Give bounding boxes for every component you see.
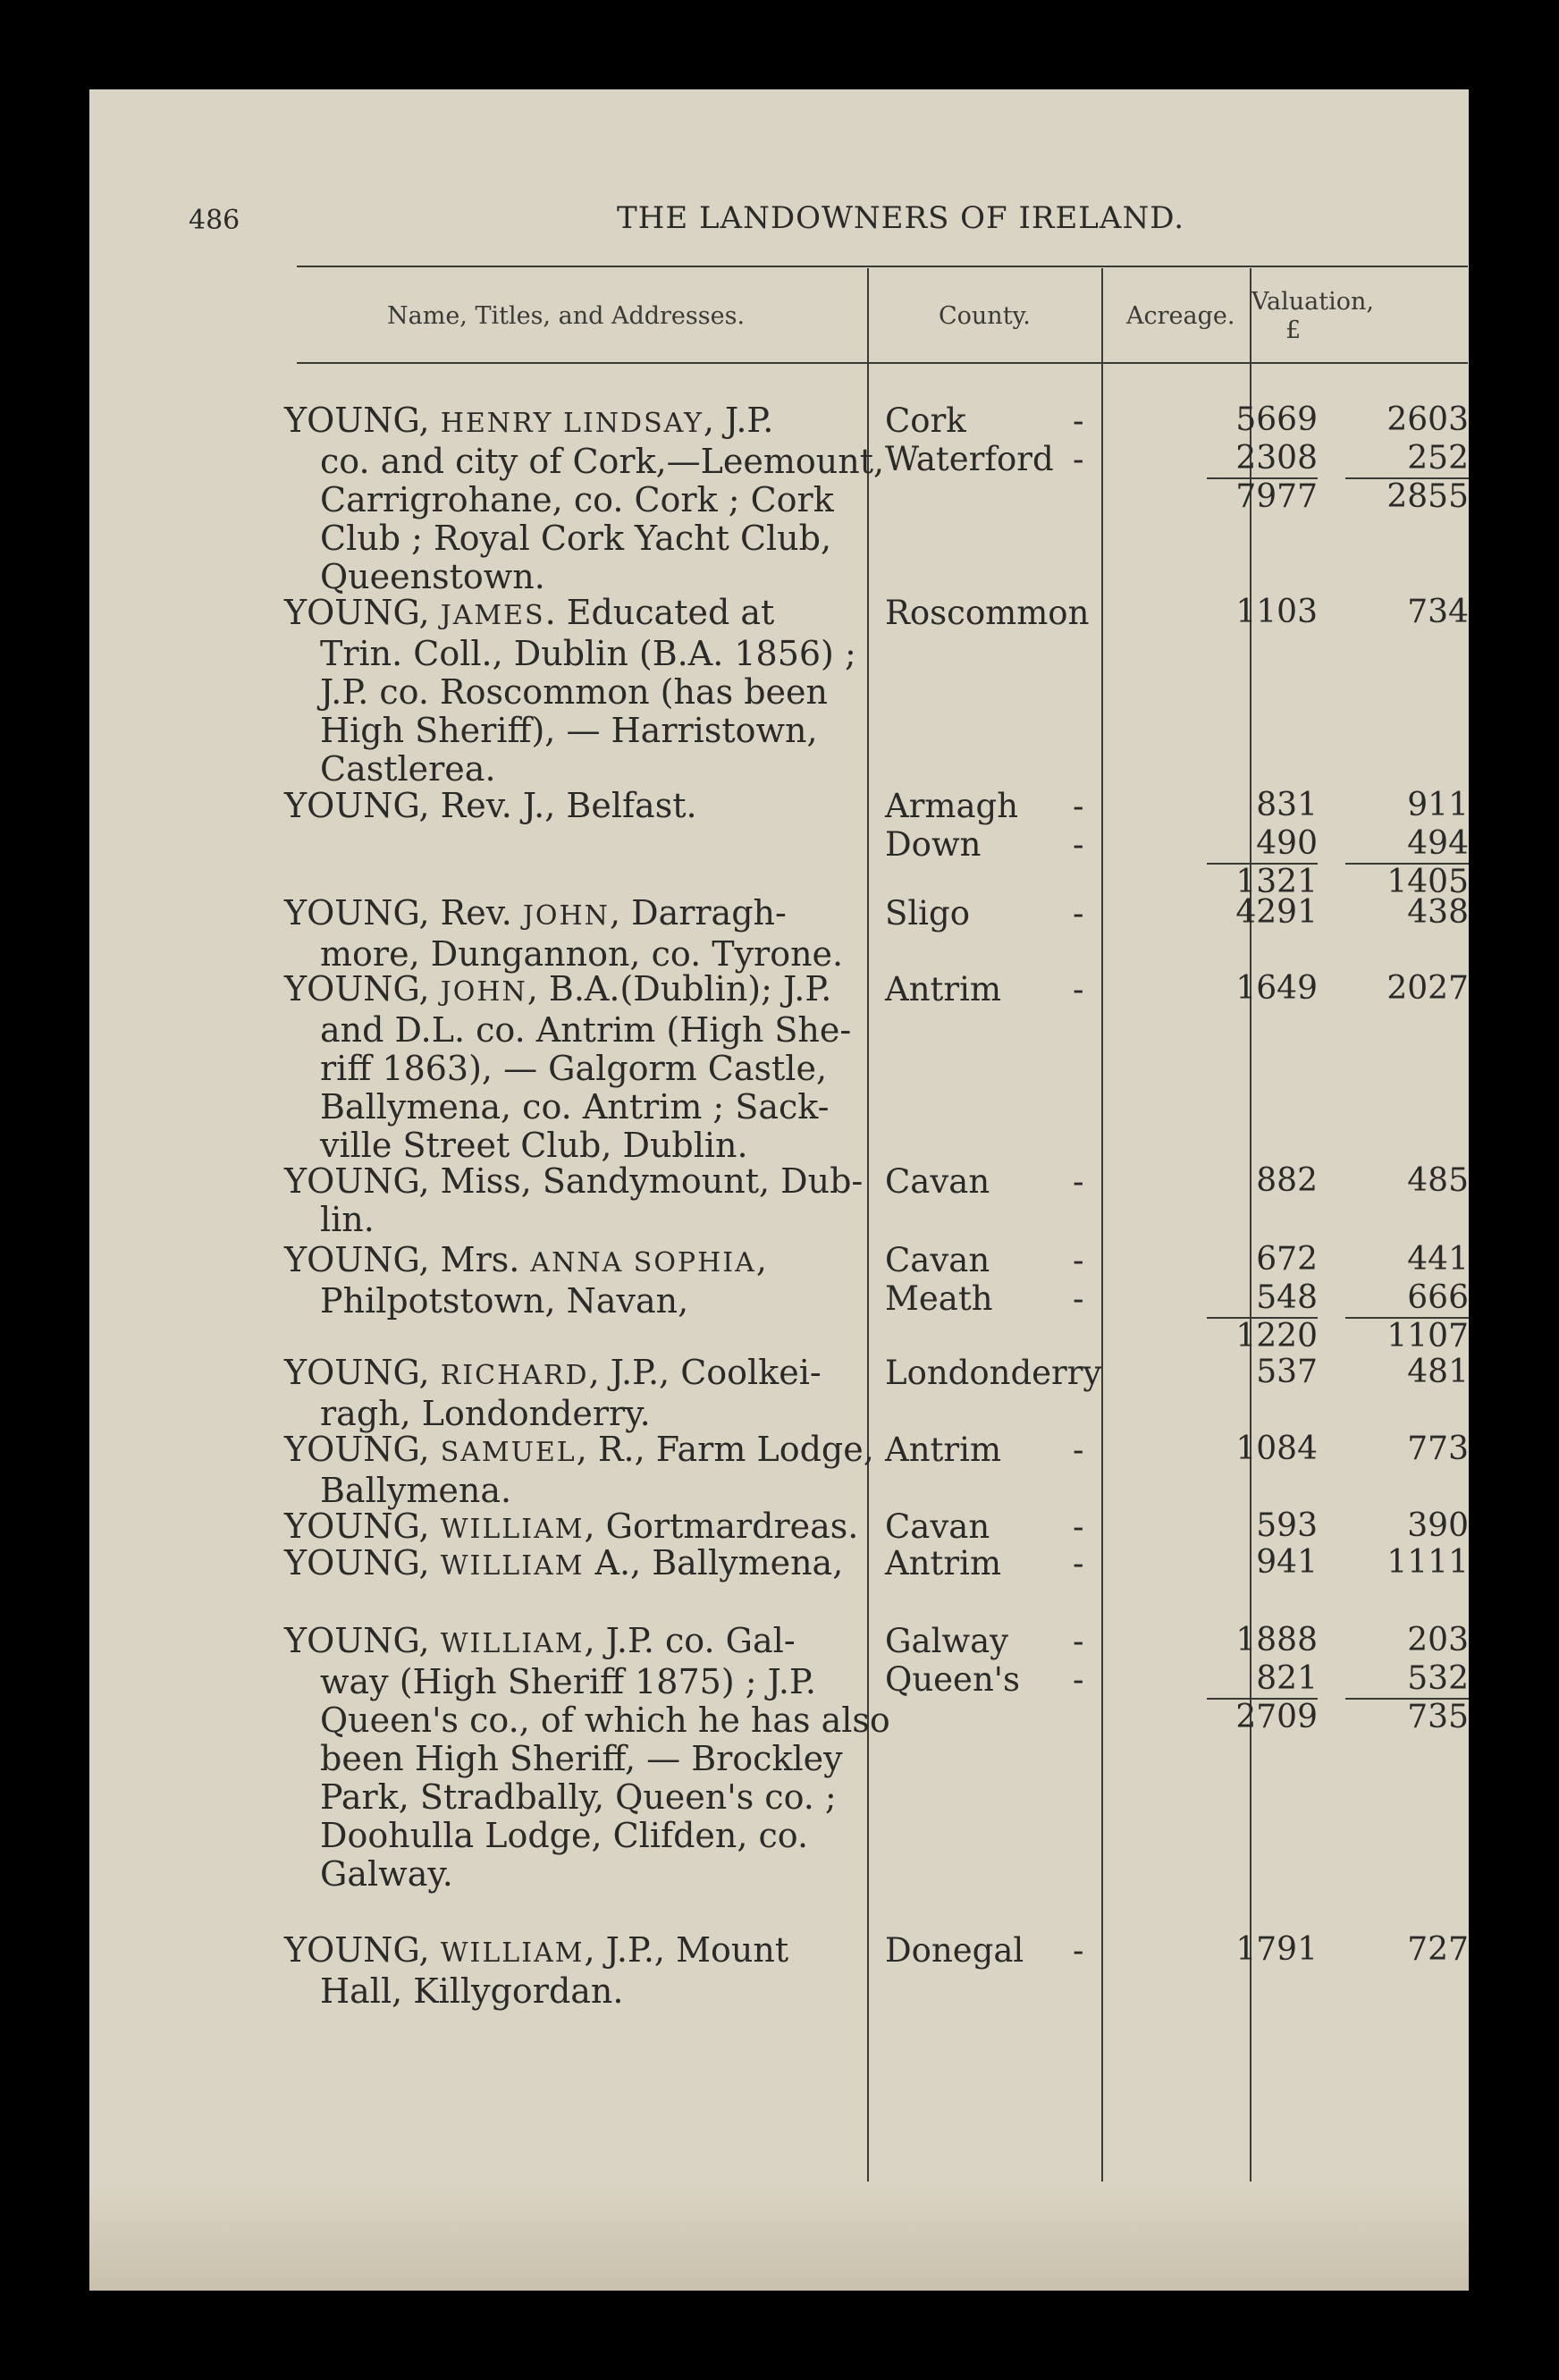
- entry-line: [284, 894, 843, 935]
- name-text: way (High Sheriff 1875) ; J.P.: [320, 1662, 816, 1701]
- name-text: , J.P., Coolkei-: [588, 1353, 822, 1392]
- acreage-cell: 831: [1256, 787, 1318, 823]
- entry-line: [284, 558, 884, 596]
- landowner-entry: [284, 1241, 767, 1321]
- name-small-caps: JAMES: [440, 600, 545, 631]
- name-text: J.P. co. Roscommon (has been: [320, 672, 828, 712]
- valuation-cell: 438: [1407, 894, 1469, 931]
- name-text: , J.P., Mount: [584, 1930, 789, 1970]
- page-bottom-margin: [89, 2182, 1469, 2291]
- valuation-cell: 2027: [1386, 970, 1469, 1007]
- county-cell: Armagh: [885, 787, 1019, 825]
- entry-line: [284, 519, 884, 558]
- valuation-cell: 773: [1407, 1431, 1469, 1467]
- name-small-caps: SAMUEL: [440, 1437, 577, 1468]
- acreage-cell: 1084: [1235, 1431, 1318, 1467]
- entry-line: [284, 1855, 890, 1894]
- county-dash: -: [1073, 1544, 1084, 1582]
- valuation-cell: 485: [1407, 1162, 1469, 1199]
- name-text: High Sheriff), — Harristown,: [320, 711, 818, 750]
- name-small-caps: JOHN: [440, 976, 527, 1008]
- acreage-cell: 1791: [1235, 1931, 1318, 1968]
- divider-acreage-valuation: [1250, 268, 1251, 2190]
- entry-line: [284, 970, 851, 1011]
- county-cell: Antrim: [885, 970, 1002, 1009]
- name-small-caps: WILLIAM: [440, 1514, 585, 1545]
- acreage-cell: 537: [1256, 1354, 1318, 1390]
- name-text: YOUNG, Rev. J., Belfast.: [284, 786, 697, 825]
- name-small-caps: WILLIAM: [440, 1550, 585, 1582]
- county-cell: Londonderry: [885, 1354, 1102, 1392]
- entry-line: [284, 1162, 863, 1201]
- entry-line: [284, 1778, 890, 1817]
- county-dash: -: [1073, 1622, 1084, 1660]
- page-number: 486: [189, 205, 240, 236]
- entry-line: [284, 1544, 843, 1585]
- county-dash: -: [1073, 825, 1084, 864]
- name-text: co. and city of Cork,—Leemount,: [320, 442, 885, 481]
- entry-line: [284, 594, 856, 635]
- name-small-caps: WILLIAM: [440, 1937, 585, 1969]
- landowner-entry: [284, 1931, 788, 2011]
- county-cell: Roscommon: [885, 594, 1090, 632]
- entry-line: [284, 1395, 822, 1433]
- name-text: , Darragh-: [609, 893, 787, 933]
- acreage-cell: 5669: [1235, 401, 1318, 438]
- entry-line: [284, 1701, 890, 1740]
- name-text: Trin. Coll., Dublin (B.A. 1856) ;: [320, 634, 856, 673]
- name-text: and D.L. co. Antrim (High She-: [320, 1010, 852, 1050]
- name-text: YOUNG,: [284, 1430, 441, 1469]
- valuation-total: 2855: [1386, 478, 1469, 515]
- county-cell: Down: [885, 825, 982, 864]
- county-dash: -: [1073, 970, 1084, 1009]
- entry-line: [284, 787, 697, 825]
- county-cell: Cavan: [885, 1507, 990, 1546]
- entry-line: [284, 1431, 874, 1472]
- landowner-entry: [284, 401, 884, 596]
- name-text: riff 1863), — Galgorm Castle,: [320, 1049, 828, 1088]
- entry-line: [284, 401, 884, 443]
- valuation-cell: 494: [1407, 825, 1469, 862]
- acreage-cell: 2308: [1235, 440, 1318, 477]
- entry-line: [284, 1817, 890, 1855]
- name-text: YOUNG,: [284, 969, 441, 1009]
- valuation-cell: 727: [1407, 1931, 1469, 1968]
- col-header-acreage: Acreage.: [1126, 302, 1235, 330]
- name-text: Carrigrohane, co. Cork ; Cork: [320, 480, 834, 519]
- header-bottom-rule: [297, 362, 1468, 364]
- acreage-total: 1220: [1235, 1318, 1318, 1355]
- county-cell: Donegal: [885, 1931, 1024, 1970]
- col-header-county: County.: [939, 302, 1031, 330]
- landowner-entry: [284, 1162, 863, 1239]
- acreage-cell: 1649: [1235, 970, 1318, 1007]
- entry-line: [284, 1472, 874, 1510]
- landowner-entry: [284, 1544, 843, 1585]
- entry-line: [284, 935, 843, 974]
- valuation-cell: 441: [1407, 1241, 1469, 1278]
- county-cell: Cavan: [885, 1241, 990, 1279]
- landowner-entry: [284, 1622, 890, 1894]
- name-text: YOUNG, Miss, Sandymount, Dub-: [284, 1161, 864, 1201]
- valuation-cell: 2603: [1386, 401, 1469, 438]
- county-dash: -: [1073, 894, 1084, 933]
- entry-line: [284, 1011, 851, 1050]
- county-cell: Antrim: [885, 1544, 1002, 1582]
- name-text: Philpotstown, Navan,: [320, 1281, 689, 1321]
- name-text: ville Street Club, Dublin.: [320, 1126, 748, 1165]
- name-small-caps: RICHARD: [440, 1360, 589, 1391]
- entry-line: [284, 1201, 863, 1239]
- county-dash: -: [1073, 440, 1084, 478]
- acreage-cell: 1888: [1235, 1622, 1318, 1658]
- valuation-cell: 1111: [1386, 1544, 1469, 1581]
- name-small-caps: WILLIAM: [440, 1628, 585, 1659]
- county-dash: -: [1073, 1431, 1084, 1469]
- acreage-cell: 1103: [1235, 594, 1318, 630]
- name-text: Queen's co., of which he has also: [320, 1701, 890, 1740]
- landowner-entry: [284, 1431, 874, 1510]
- name-text: YOUNG, Rev.: [284, 893, 523, 933]
- acreage-cell: 882: [1256, 1162, 1318, 1199]
- county-cell: Antrim: [885, 1431, 1002, 1469]
- col-header-valuation: Valuation,: [1251, 288, 1374, 316]
- entry-line: [284, 712, 856, 750]
- name-text: YOUNG,: [284, 1621, 441, 1660]
- valuation-cell: 666: [1407, 1279, 1469, 1316]
- acreage-cell: 490: [1256, 825, 1318, 862]
- entry-line: [284, 1931, 788, 1972]
- county-dash: -: [1073, 1241, 1084, 1279]
- valuation-cell: 252: [1407, 440, 1469, 477]
- name-text: , Gortmardreas.: [584, 1506, 859, 1546]
- acreage-total: 1321: [1235, 864, 1318, 900]
- acreage-total: 7977: [1235, 478, 1318, 515]
- name-text: Galway.: [320, 1854, 453, 1894]
- valuation-cell: 911: [1407, 787, 1469, 823]
- entry-line: [284, 443, 884, 481]
- entry-line: [284, 1127, 851, 1165]
- valuation-total: 1405: [1386, 864, 1469, 900]
- landowner-entry: [284, 894, 843, 974]
- county-dash: -: [1073, 787, 1084, 825]
- name-text: YOUNG,: [284, 1506, 441, 1546]
- county-dash: -: [1073, 1279, 1084, 1318]
- name-small-caps: ANNA SOPHIA: [530, 1247, 756, 1279]
- name-text: A., Ballymena,: [584, 1543, 844, 1582]
- name-text: , B.A.(Dublin); J.P.: [527, 969, 832, 1009]
- county-dash: -: [1073, 401, 1084, 440]
- name-text: ragh, Londonderry.: [320, 1394, 651, 1433]
- valuation-total: 735: [1407, 1699, 1469, 1735]
- county-cell: Cavan: [885, 1162, 990, 1201]
- county-dash: -: [1073, 1660, 1084, 1699]
- acreage-cell: 941: [1256, 1544, 1318, 1581]
- acreage-cell: 672: [1256, 1241, 1318, 1278]
- name-text: Ballymena.: [320, 1471, 512, 1510]
- entry-line: [284, 1972, 788, 2011]
- name-text: YOUNG,: [284, 1353, 441, 1392]
- valuation-total: 1107: [1386, 1318, 1469, 1355]
- acreage-cell: 4291: [1235, 894, 1318, 931]
- name-text: more, Dungannon, co. Tyrone.: [320, 934, 844, 974]
- divider-county-acreage: [1101, 268, 1103, 2190]
- name-small-caps: JOHN: [522, 900, 610, 932]
- county-cell: Queen's: [885, 1660, 1020, 1699]
- landowner-entry: [284, 594, 856, 789]
- col-header-name: Name, Titles, and Addresses.: [387, 302, 746, 330]
- entry-line: [284, 1354, 822, 1395]
- county-cell: Meath: [885, 1279, 993, 1318]
- name-text: , R., Farm Lodge,: [576, 1430, 874, 1469]
- landowner-entry: [284, 787, 697, 825]
- name-text: . Educated at: [544, 593, 775, 632]
- name-text: Castlerea.: [320, 749, 496, 789]
- name-small-caps: HENRY LINDSAY: [440, 408, 704, 439]
- name-text: Hall, Killygordan.: [320, 1971, 624, 2011]
- name-text: YOUNG,: [284, 401, 441, 440]
- name-text: YOUNG,: [284, 593, 441, 632]
- name-text: Queenstown.: [320, 557, 545, 596]
- name-text: Park, Stradbally, Queen's co. ;: [320, 1777, 837, 1817]
- entry-line: [284, 1050, 851, 1088]
- name-text: YOUNG,: [284, 1930, 441, 1970]
- entry-line: [284, 750, 856, 789]
- name-text: Club ; Royal Cork Yacht Club,: [320, 519, 832, 558]
- entry-line: [284, 1740, 890, 1778]
- valuation-cell: 734: [1407, 594, 1469, 630]
- running-title: THE LANDOWNERS OF IRELAND.: [617, 200, 1185, 236]
- name-text: YOUNG, Mrs.: [284, 1240, 531, 1279]
- landowner-entry: [284, 1354, 822, 1433]
- name-text: lin.: [320, 1200, 375, 1239]
- name-text: ,: [755, 1240, 767, 1279]
- valuation-cell: 203: [1407, 1622, 1469, 1658]
- acreage-total: 2709: [1235, 1699, 1318, 1735]
- book-page: [89, 89, 1469, 2291]
- county-dash: -: [1073, 1507, 1084, 1546]
- header-top-rule: [297, 266, 1468, 267]
- entry-line: [284, 1241, 767, 1282]
- valuation-cell: 532: [1407, 1660, 1469, 1697]
- entry-line: [284, 1663, 890, 1701]
- county-cell: Sligo: [885, 894, 970, 933]
- col-header-valuation-unit: £: [1285, 316, 1302, 344]
- landowner-entry: [284, 970, 851, 1165]
- name-text: YOUNG,: [284, 1543, 441, 1582]
- valuation-cell: 481: [1407, 1354, 1469, 1390]
- county-cell: Cork: [885, 401, 966, 440]
- county-cell: Galway: [885, 1622, 1009, 1660]
- county-cell: Waterford: [885, 440, 1054, 478]
- name-text: been High Sheriff, — Brockley: [320, 1739, 843, 1778]
- entry-line: [284, 635, 856, 673]
- entry-line: [284, 673, 856, 712]
- name-text: , J.P. co. Gal-: [584, 1621, 796, 1660]
- valuation-cell: 390: [1407, 1507, 1469, 1544]
- entry-line: [284, 1282, 767, 1321]
- county-dash: -: [1073, 1162, 1084, 1201]
- name-text: Ballymena, co. Antrim ; Sack-: [320, 1087, 830, 1127]
- acreage-cell: 548: [1256, 1279, 1318, 1316]
- entry-line: [284, 1088, 851, 1127]
- entry-line: [284, 1622, 890, 1663]
- entry-line: [284, 481, 884, 519]
- name-text: Doohulla Lodge, Clifden, co.: [320, 1816, 809, 1855]
- name-text: , J.P.: [703, 401, 774, 440]
- county-dash: -: [1073, 1931, 1084, 1970]
- acreage-cell: 821: [1256, 1660, 1318, 1697]
- acreage-cell: 593: [1256, 1507, 1318, 1544]
